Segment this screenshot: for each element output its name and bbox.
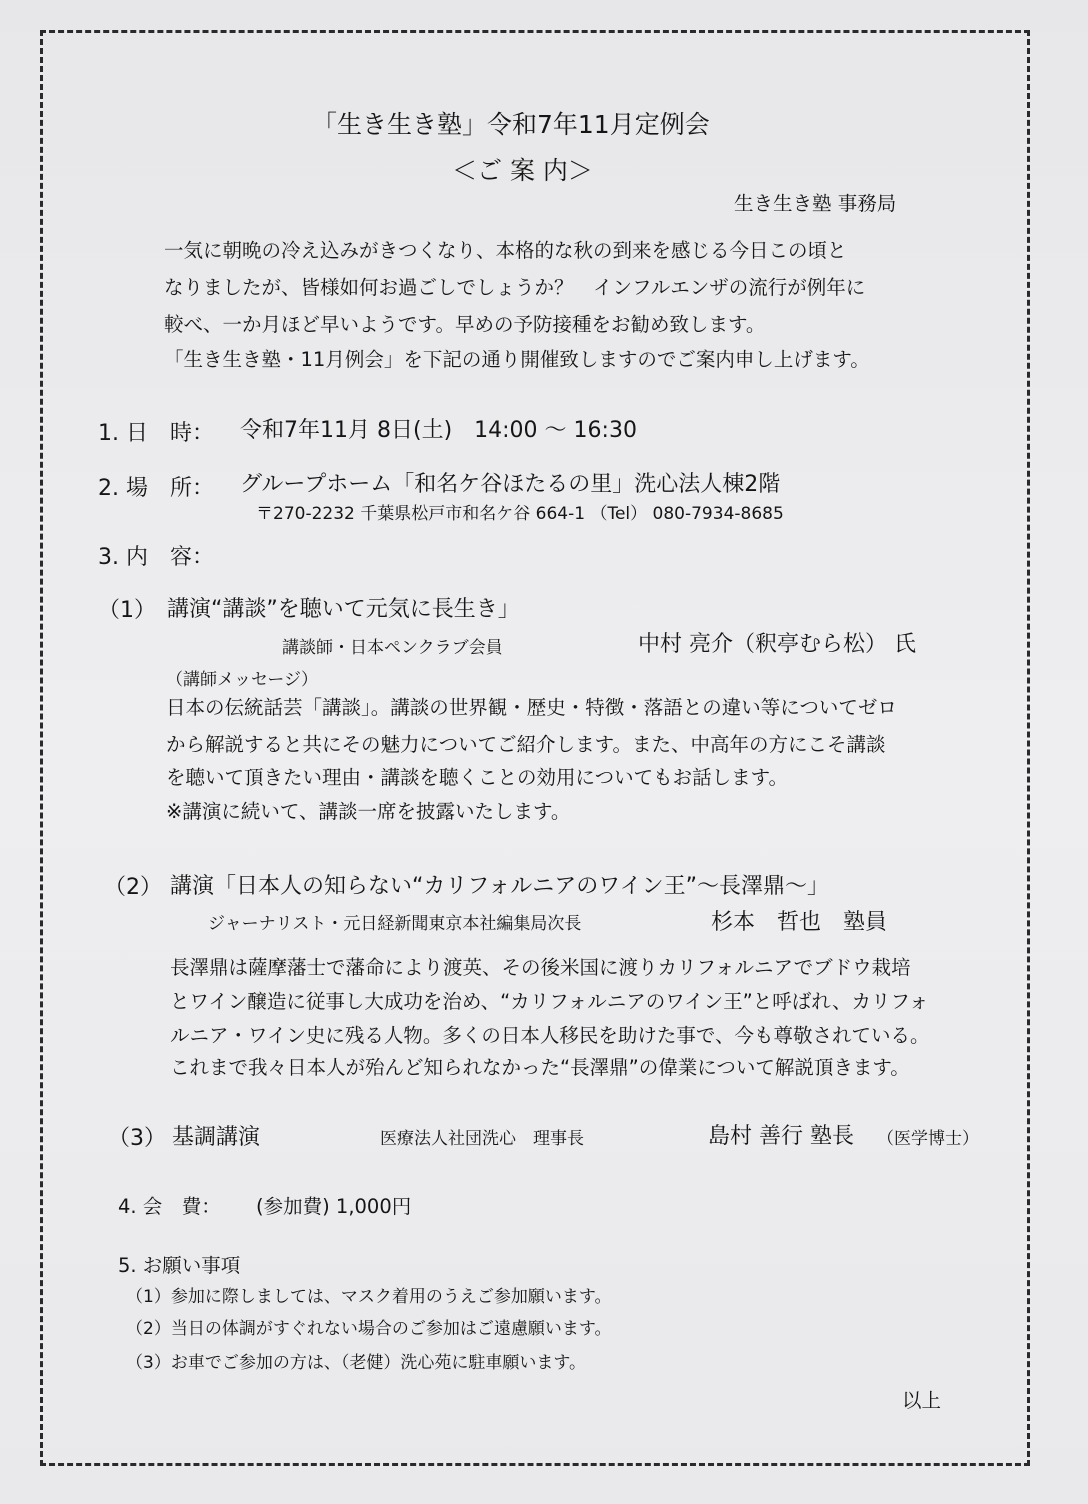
lecture2-desc-line: とワイン醸造に従事し大成功を治め、“カリフォルニアのワイン王”と呼ばれ、カリフォ (170, 990, 929, 1013)
date-label: 1. 日 時： (98, 421, 214, 446)
lecture2-desc-line: 長澤鼎は薩摩藩士で藩命により渡英、その後米国に渡りカリフォルニアでブドウ栽培 (170, 956, 911, 979)
fee-value: (参加費) 1,000円 (256, 1195, 412, 1218)
request-item: （1）参加に際しましては、マスク着用のうえご参加願います。 (126, 1287, 612, 1307)
lecture1-num: （1） (98, 598, 156, 623)
request-item: （3）お車でご参加の方は、（老健）洗心苑に駐車願います。 (126, 1353, 586, 1373)
lecture3-num: （3） (108, 1126, 166, 1151)
closing-text: 以上 (902, 1389, 942, 1412)
requests-label: 5. お願い事項 (118, 1254, 241, 1277)
lecture2-speaker-name: 杉本 哲也 塾員 (711, 910, 888, 935)
lecture2-speaker-role: ジャーナリスト・元日経新聞東京本社編集局次長 (208, 914, 582, 934)
fee-label: 4. 会 費： (118, 1195, 221, 1218)
place-label: 2. 場 所： (98, 476, 214, 501)
place-address: 〒270-2232 千葉県松戸市和名ケ谷 664-1 （Tel） 080-7934-8685 (256, 504, 784, 524)
lecture2-desc-line: これまで我々日本人が殆んど知られなかった“長澤鼎”の偉業について解説頂きます。 (170, 1056, 910, 1079)
intro-line: 較べ、一か月ほど早いようです。早めの予防接種をお勧め致します。 (164, 313, 766, 336)
lecture1-message-line: 日本の伝統話芸「講談」。講談の世界観・歴史・特徴・落語との違い等についてゼロ (166, 696, 897, 719)
lecture3-title: 基調講演 (172, 1125, 261, 1150)
content-label: 3. 内 容： (98, 545, 214, 570)
place-value: グループホーム「和名ケ谷ほたるの里」洗心法人棟2階 (240, 472, 781, 497)
lecture1-message-line: ※講演に続いて、講談一席を披露いたします。 (166, 800, 571, 823)
lecture1-message-label: （講師メッセージ） (166, 670, 318, 690)
lecture1-message-line: を聴いて頂きたい理由・講談を聴くことの効用についてもお話します。 (166, 766, 789, 789)
lecture3-speaker-note: （医学博士） (877, 1129, 979, 1149)
intro-line: 「生き生き塾・11月例会」を下記の通り開催致しますのでご案内申し上げます。 (164, 348, 870, 371)
lecture3-speaker-role: 医療法人社団洗心 理事長 (380, 1129, 584, 1149)
intro-line: 一気に朝晩の冷え込みがきつくなり、本格的な秋の到来を感じる今日この頃と (164, 239, 847, 262)
document-subtitle: ＜ご 案 内＞ (452, 156, 593, 185)
request-item: （2）当日の体調がすぐれない場合のご参加はご遠慮願います。 (126, 1319, 612, 1339)
lecture1-title: 講演“講談”を聴いて元気に長生き」 (167, 597, 520, 622)
lecture1-speaker-name: 中村 亮介（釈亭むら松） 氏 (638, 632, 916, 657)
lecture2-title: 講演「日本人の知らない“カリフォルニアのワイン王”～長澤鼎～」 (170, 874, 830, 899)
lecture2-desc-line: ルニア・ワイン史に残る人物。多くの日本人移民を助けた事で、今も尊敬されている。 (170, 1024, 930, 1047)
lecture1-message-line: から解説すると共にその魅力についてご紹介します。また、中高年の方にこそ講談 (166, 733, 886, 756)
office-name: 生き生き塾 事務局 (734, 192, 897, 215)
lecture1-speaker-role: 講談師・日本ペンクラブ会員 (282, 638, 503, 658)
date-value: 令和7年11月 8日(土) 14:00 ～ 16:30 (240, 418, 637, 443)
intro-line: なりましたが、皆様如何お過ごしでしょうか？ インフルエンザの流行が例年に (164, 276, 866, 299)
lecture3-speaker-name: 島村 善行 塾長 (708, 1124, 854, 1149)
document-title: 「生き生き塾」令和7年11月定例会 (312, 110, 710, 139)
lecture2-num: （2） (104, 875, 162, 900)
